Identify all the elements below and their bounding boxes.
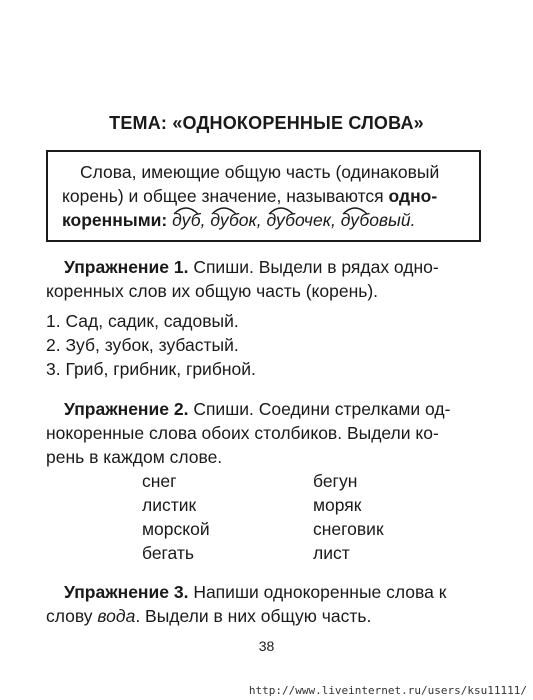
rule-term-start: одно- (388, 186, 438, 206)
right-column-word: бегун (313, 471, 358, 491)
exercise-1-line-1 (46, 255, 486, 279)
exercise-1-text: Спиши. Выдели в рядах одно- (188, 257, 439, 277)
left-column-word: морской (142, 519, 210, 539)
exercise-1-label: Упражнение 1. (64, 257, 189, 277)
left-column-word: листик (142, 495, 197, 515)
exercise-2-label: Упражнение 2. (64, 399, 189, 419)
rule-term-end: коренными: (62, 210, 168, 230)
rule-line-2 (62, 184, 469, 208)
example-word-text: дубовый (340, 210, 411, 230)
example-separator: , (200, 210, 211, 230)
example-separator: , (256, 210, 267, 230)
rule-line-1: Слова, имеющие общую часть (одинаковый (80, 162, 440, 182)
right-column-word: лист (313, 543, 350, 563)
rule-examples (172, 210, 415, 230)
list-item: 2. Зуб, зубок, зубастый. (46, 335, 239, 355)
example-word-dub (172, 208, 200, 232)
exercise-3-word: вода (97, 606, 136, 626)
page-title: ТЕМА: «ОДНОКОРЕННЫЕ СЛОВА» (109, 113, 424, 133)
example-word-dubok (210, 208, 256, 232)
watermark: http://www.liveinternet.ru/users/ksu11111/ (248, 684, 527, 697)
example-separator: , (331, 210, 341, 230)
exercise-3-text: Напиши однокоренные слова к (188, 582, 447, 602)
left-column-word: снег (142, 471, 177, 491)
root-arc-icon (342, 205, 368, 215)
exercise-2-line-2: нокоренные слова обоих столбиков. Выдели ко- (46, 423, 439, 443)
right-column-word: снеговик (313, 519, 384, 539)
left-column (142, 469, 210, 565)
left-column-word: бегать (142, 543, 195, 563)
exercise-3-line-1 (46, 580, 486, 604)
root-arc-icon (211, 205, 237, 215)
example-word-text: дубочек (266, 210, 331, 230)
rule-line-3 (62, 208, 469, 232)
example-end: . (410, 210, 416, 230)
exercise-1-line-2: коренных слов их общую часть (корень). (46, 281, 379, 301)
root-arc-icon (268, 205, 294, 215)
exercise-2-line-1 (46, 397, 486, 421)
example-word-dubochek (267, 208, 331, 232)
exercise-1 (46, 255, 486, 381)
exercise-3-text-end: . Выдели в них общую часть. (135, 606, 372, 626)
exercise-2-line-3: рень в каждом слове. (46, 447, 223, 467)
exercise-3-label: Упражнение 3. (64, 582, 189, 602)
rule-line-2-text: корень) и общее значение, называются (62, 186, 389, 206)
exercise-1-list (46, 309, 486, 381)
list-item: 3. Гриб, грибник, грибной. (46, 359, 256, 379)
exercise-3-line-2 (46, 604, 486, 628)
example-word-text: дубок (210, 210, 257, 230)
rule-box (46, 150, 481, 242)
root-arc-icon (173, 205, 199, 215)
exercise-2 (46, 397, 486, 469)
exercise-3-text-start: слову (46, 606, 98, 626)
right-column-word: моряк (313, 495, 362, 515)
example-word-dubovyi (341, 208, 411, 232)
page-number: 38 (258, 638, 275, 654)
exercise-3 (46, 580, 486, 628)
list-item: 1. Сад, садик, садовый. (46, 311, 239, 331)
exercise-2-text: Спиши. Соедини стрелками од- (188, 399, 451, 419)
example-word-text: дуб (172, 210, 201, 230)
right-column (313, 469, 384, 565)
